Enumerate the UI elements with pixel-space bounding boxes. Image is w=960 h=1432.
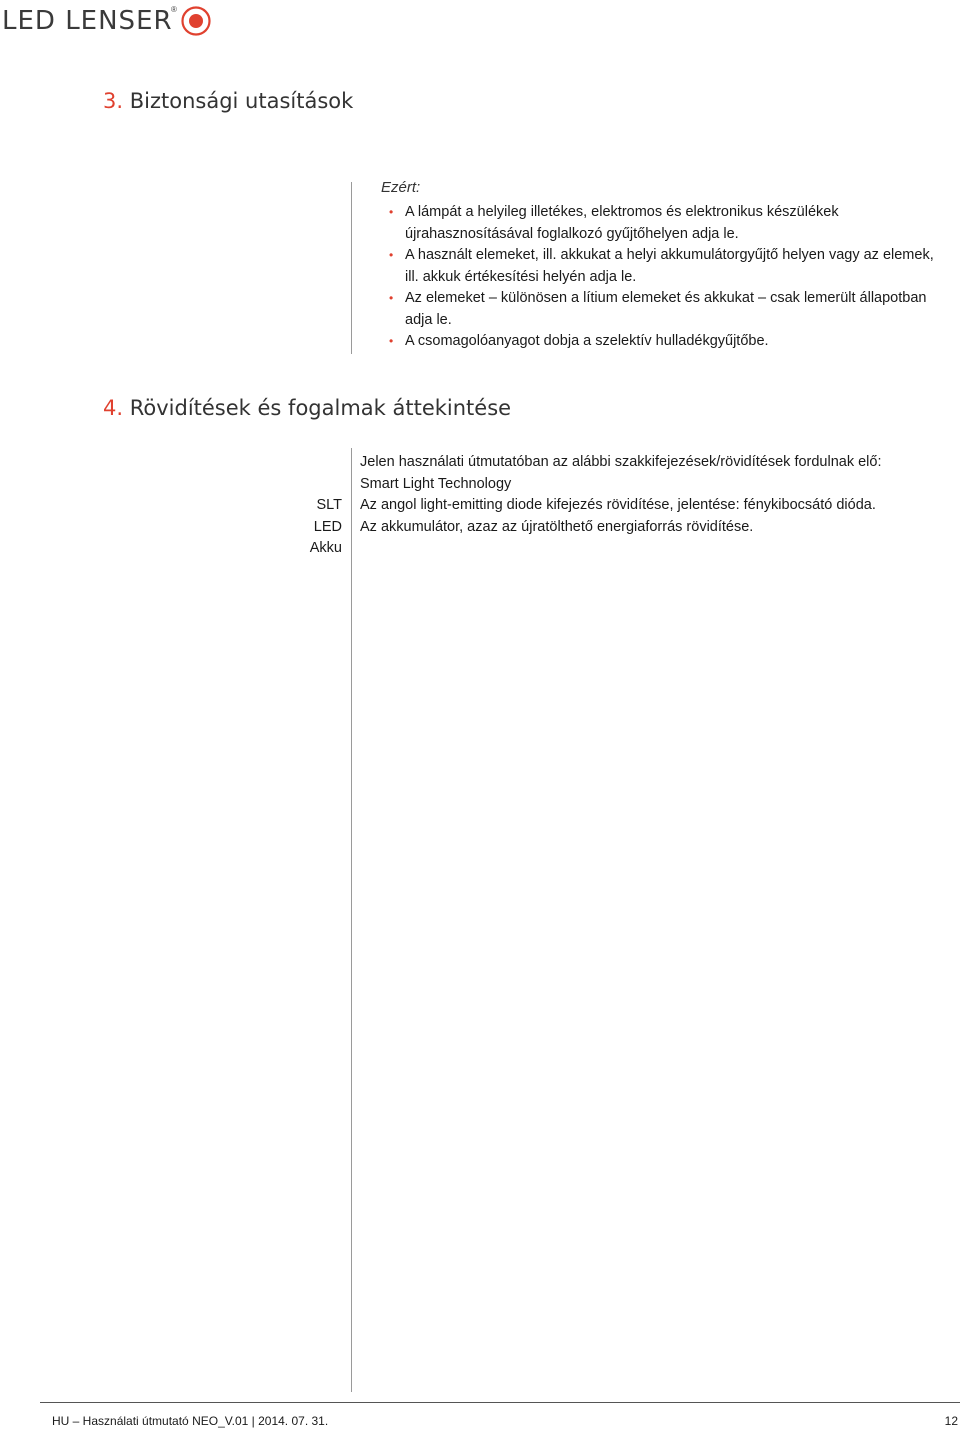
list-item-text: A csomagolóanyagot dobja a szelektív hulladékgyűjtőbe.	[405, 333, 769, 349]
page-number: 12	[944, 1414, 958, 1428]
reason-title: Ezért:	[381, 179, 421, 196]
bullet-icon: •	[389, 248, 394, 262]
glossary-definition: Smart Light Technology	[360, 475, 512, 492]
glossary-term: LED	[313, 518, 342, 535]
led-lens-logo-icon	[181, 6, 211, 36]
glossary-intro: Jelen használati útmutatóban az alábbi szakkifejezések/rövidítések fordulnak elő:	[360, 454, 882, 470]
disposal-list	[381, 202, 941, 353]
list-item	[381, 288, 941, 331]
glossary-terms	[260, 495, 342, 560]
list-item-text: A használt elemeket, ill. akkukat a helyi akkumulátorgyűjtő helyen vagy az elemek, ill. akkuk értékesítési helyén adja le.	[405, 247, 934, 285]
section-3-divider	[351, 182, 352, 354]
bullet-icon: •	[389, 205, 394, 219]
section-4-divider	[351, 448, 352, 1392]
brand-logo	[2, 4, 211, 38]
glossary-term: SLT	[316, 497, 342, 513]
section-3-title: Biztonsági utasítások	[129, 89, 354, 113]
glossary-definition: Az angol light-emitting diode kifejezés rövidítése, jelentése: fénykibocsátó dióda.	[360, 497, 876, 513]
footer-rule	[40, 1402, 960, 1403]
section-4-heading	[103, 396, 511, 420]
footer-info: HU – Használati útmutató NEO_V.01 | 2014. 07. 31.	[52, 1414, 329, 1428]
section-3-number: 3.	[103, 89, 124, 113]
list-item	[381, 245, 941, 288]
bullet-icon: •	[389, 291, 394, 305]
glossary-term: Akku	[309, 540, 342, 556]
list-item	[381, 202, 941, 245]
logo-text: LED LENSER	[2, 6, 173, 36]
glossary-definition: Az akkumulátor, azaz az újratölthető energiaforrás rövidítése.	[360, 518, 754, 535]
glossary-definitions	[360, 452, 950, 538]
list-item	[381, 331, 941, 353]
list-item-text: Az elemeket – különösen a lítium elemeket és akkukat – csak lemerült állapotban adja le.	[405, 290, 927, 328]
section-4-number: 4.	[103, 396, 124, 420]
bullet-icon: •	[389, 334, 394, 348]
disposal-instructions	[381, 178, 941, 353]
section-3-heading	[103, 89, 353, 113]
list-item-text: A lámpát a helyileg illetékes, elektromos és elektronikus készülékek újrahasznosításával foglalkozó gyűjtőhelyen adja le.	[405, 204, 839, 242]
section-4-title: Rövidítések és fogalmak áttekintése	[129, 396, 512, 420]
registered-mark: ®	[171, 5, 177, 14]
